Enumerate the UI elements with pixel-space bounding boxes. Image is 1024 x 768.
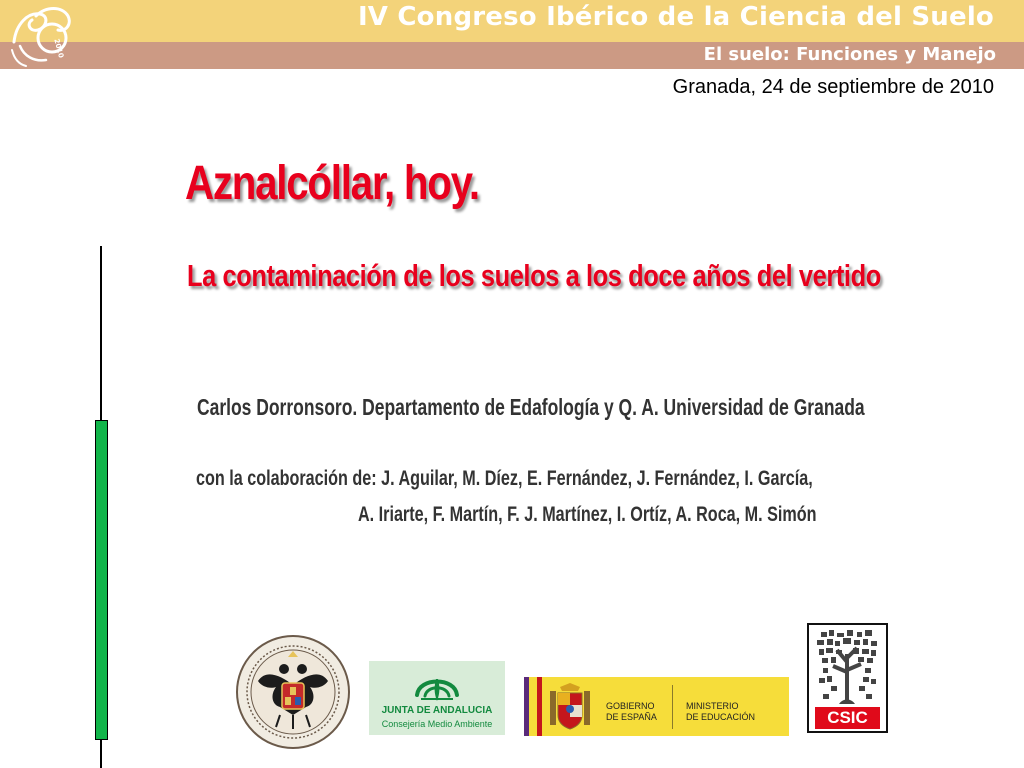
csic-label: CSIC [815,707,880,729]
decorative-green-bar [95,420,108,740]
conference-title: IV Congreso Ibérico de la Ciencia del Suelo [357,2,994,32]
gobierno-divider [672,685,673,729]
ministerio-line-2: DE EDUCACIÓN [686,712,756,722]
conference-date: Granada, 24 de septiembre de 2010 [672,76,994,98]
conference-logo [6,2,80,70]
gobierno-line-2: DE ESPAÑA [606,712,657,722]
junta-name: JUNTA DE ANDALUCIA [381,705,493,716]
logo-year: 2010 [52,38,66,59]
gobierno-line-1: GOBIERNO [606,701,655,711]
csic-logo [807,623,888,733]
junta-department: Consejería Medio Ambiente [381,719,493,729]
ministerio-line-1: MINISTERIO [686,701,739,711]
slide-title: Aznalcóllar, hoy. [185,157,479,210]
junta-andalucia-logo [369,661,505,735]
collaborators-line-2: A. Iriarte, F. Martín, F. J. Martínez, I. Ortíz, A. Roca, M. Simón [358,503,817,526]
author-line: Carlos Dorronsoro. Departamento de Edafología y Q. A. Universidad de Granada [197,394,865,420]
gobierno-espana-logo [524,677,789,736]
university-seal-logo [236,635,350,749]
slide-subtitle: La contaminación de los suelos a los doce años del vertido [187,258,881,293]
conference-subtitle: El suelo: Funciones y Manejo [703,44,996,65]
collaborators-line-1: con la colaboración de: J. Aguilar, M. Díez, E. Fernández, J. Fernández, I. García, [196,467,813,490]
